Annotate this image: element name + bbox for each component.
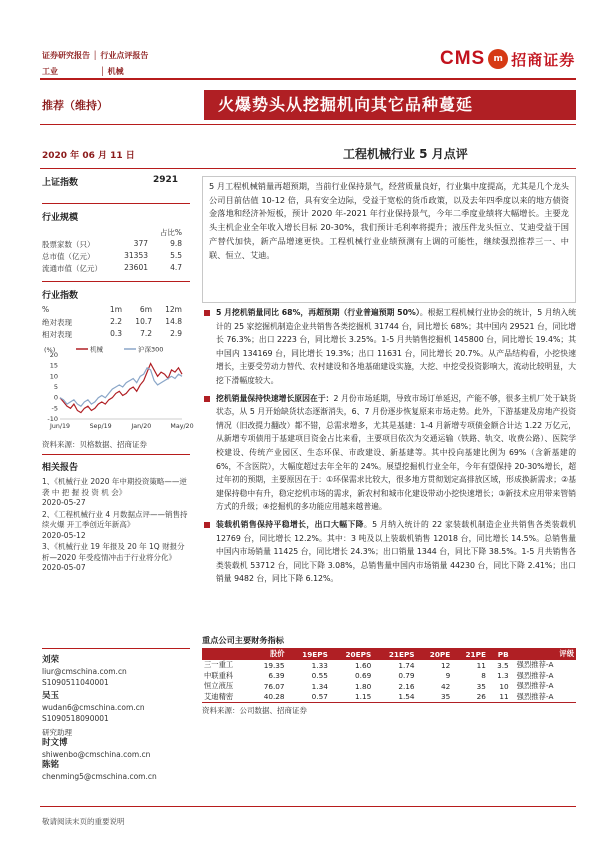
- fin-cell: 12: [440, 660, 451, 670]
- fin-cell: 1.74: [398, 660, 415, 670]
- section-text: 2 月份市场延期，导致市场订单延迟，产能不够，很多主机厂处于缺货状态，从 5 月开始缺货状态逐渐消失，6、7 月份逐步恢复原来市场走势。此外，下游基建及房地产投资情况（旧改提力翻改）都不错，总需求增多，尤其是基建：1-4 月新增专项债金额合计达 1.22 万亿元，从新增专项债用于基建项目资金占比来看，主要项目依次为交通运输（铁路、轨交、收费公路）、医院学校建设、传统产业园区、生态环保、市政建设、新基建等。其中投向基建比例为 69%（含新基建的 6%，不含医院），大幅度超过去年全年的 24%。展望挖掘机行业全年，今年有望保持 20-30%增长，超过年初的预期，主要原因在于：①环保需求比较大，很多地方贯彻划定高排放区域，形成换新需求；②基建保持稳中有升，稳定挖机市场的需求，新农村和城市化建设带动小挖快速增长；③新技术应用带来管销方式的升级；④挖掘机的多功能应用越来越普遍。: [216, 393, 577, 512]
- scale-table: [42, 239, 190, 275]
- fin-cell: 19.35: [263, 660, 285, 670]
- section-list: [202, 306, 576, 586]
- scale-header-row: [42, 227, 190, 239]
- fin-cell: 35: [476, 681, 486, 691]
- y-tick-label: 5: [53, 383, 58, 391]
- fin-cell: 0.79: [398, 671, 415, 681]
- assistant-email[interactable]: chenming5@cmschina.com.cn: [42, 771, 157, 781]
- sector-label: 工业: [42, 67, 58, 76]
- x-tick-label: May/20: [170, 423, 194, 430]
- related-report-title: 3、《机械行业 19 年报及 20 年 1Q 财报分析—2020 年受疫情冲击于行业将分化》: [42, 542, 185, 562]
- fin-cell: 35: [417, 692, 453, 703]
- related-report-date: 2020-05-27: [42, 498, 86, 507]
- rating: 推荐（维持）: [42, 99, 108, 112]
- analyst: [42, 655, 190, 688]
- report-subtitle: 工程机械行业 5 月点评: [343, 147, 468, 161]
- bullet-icon: [204, 310, 210, 316]
- fin-cell: 42: [440, 681, 451, 691]
- sidebar-rule: [42, 203, 190, 204]
- fin-cell: 0.55: [311, 671, 328, 681]
- related-report[interactable]: [42, 542, 190, 574]
- summary-box: 5 月工程机械销量再超预期，当前行业保持景气，经营质量良好，行业集中度提高，尤其是几个龙头公司目前估值 10-12 倍，具有安全边际，受益于宽松的货币政策，以及去年四季度以来的地方债资金落地和经济补短板，预计 2020 年-2021 年行业保持景气，今年二季度业绩将大幅增长。主要龙头主机企业全年收入增长目标 20-30%，我们预计毛利率将提升；液压件龙头恒立、艾迪受益于国产替代加快，新产品增速更快。工程机械行业业绩预测有上调的可能性，继续强烈推荐三一、中联、恒立、艾迪。: [202, 176, 576, 303]
- fin-cell: 1.80: [354, 681, 372, 691]
- perf-value: 2.9: [170, 329, 182, 338]
- sidebar-rule: [42, 454, 190, 455]
- fin-cell: 10: [499, 681, 509, 691]
- perf-header-cell: 1m: [109, 305, 122, 314]
- fin-cell: 2.16: [398, 681, 415, 691]
- fin-cell: 11: [476, 660, 486, 670]
- scale-row: [42, 251, 190, 263]
- related-report[interactable]: [42, 477, 190, 509]
- perf-table: [42, 305, 190, 341]
- index-chart-svg: [42, 343, 194, 435]
- assistant-name: 时文博: [42, 737, 68, 748]
- fin-cell: 艾迪精密: [202, 692, 250, 703]
- assistant-list: [42, 738, 190, 782]
- perf-header-cell: 6m: [139, 305, 152, 314]
- fin-cell: 1.3: [497, 671, 509, 681]
- scale-value: 23601: [124, 263, 148, 272]
- assistant: [42, 760, 190, 782]
- fin-header-cell: 股价: [250, 648, 286, 660]
- title-rule: [40, 124, 576, 125]
- sidebar-rule: [42, 281, 190, 282]
- perf-header-row: [42, 305, 190, 317]
- analyst-cert: S1090518090001: [42, 713, 109, 723]
- fin-cell: 3.5: [497, 660, 509, 670]
- perf-label: 绝对表现: [42, 318, 72, 327]
- fin-cell: 76.07: [263, 681, 285, 691]
- analyst-cert: S1090511040001: [42, 677, 109, 687]
- fin-cell: 9: [445, 671, 451, 681]
- fin-header-cell: 20EPS: [330, 648, 373, 660]
- y-tick-label: -5: [51, 404, 58, 413]
- fin-table-source: 资料来源：公司数据、招商证券: [202, 705, 307, 715]
- report-type: 证券研究报告 │ 行业点评报告: [42, 51, 149, 60]
- fin-header-cell: 21PE: [452, 648, 488, 660]
- fin-header-cell: PB: [488, 648, 511, 660]
- perf-value: 7.2: [140, 329, 152, 338]
- fin-cell: 1.34: [311, 681, 328, 691]
- perf-row: [42, 329, 190, 341]
- analyst-email[interactable]: liur@cmschina.com.cn: [42, 666, 127, 676]
- fin-cell: 1.15: [330, 692, 373, 703]
- fin-cell: 强烈推荐-A: [511, 692, 576, 703]
- fin-row: [202, 681, 576, 692]
- fin-header-cell: 19EPS: [287, 648, 330, 660]
- y-tick-label: 10: [49, 372, 58, 381]
- index-label: 上证指数: [42, 178, 79, 188]
- fin-cell: 1.33: [311, 660, 328, 670]
- fin-cell: 中联重科: [204, 670, 234, 680]
- main-content: [202, 306, 576, 590]
- section-heading: 装载机销售保持平稳增长，出口大幅下降: [216, 519, 364, 529]
- y-tick-label: 15: [49, 361, 58, 370]
- perf-header-cell: 12m: [165, 305, 182, 314]
- x-tick-label: Jun/19: [50, 423, 70, 430]
- fin-cell: 11: [488, 692, 511, 703]
- perf-row: [42, 317, 190, 329]
- perf-header-cell: %: [42, 305, 50, 314]
- section-block: [202, 518, 576, 586]
- related-report-title: 1、《机械行业 2020 年中期投资策略——逆 袭 中 把 握 投 资 机 会》: [42, 477, 187, 497]
- assistant-label: 研究助理: [42, 727, 72, 737]
- fin-cell: 8: [481, 671, 486, 681]
- sidebar-rule: [42, 648, 190, 649]
- assistant-email[interactable]: shiwenbo@cmschina.com.cn: [42, 749, 151, 759]
- fin-cell: 26: [452, 692, 488, 703]
- legend-label: 机械: [90, 345, 103, 354]
- section-block: [202, 392, 576, 514]
- index-value: 2921: [152, 175, 178, 185]
- fin-cell: 40.28: [250, 692, 286, 703]
- scale-label: 股票家数（只）: [42, 240, 95, 249]
- logo-chinese: 招商证券: [511, 50, 576, 69]
- related-title: 相关报告: [42, 463, 79, 473]
- chart-ylabel: (%): [44, 346, 56, 354]
- x-tick-label: Jan/20: [131, 423, 152, 430]
- analyst-name: 吴玉: [42, 690, 60, 701]
- report-title: 火爆势头从挖掘机向其它品种蔓延: [204, 90, 576, 120]
- sidebar: [42, 175, 194, 782]
- logo-latin: CMS: [440, 48, 486, 69]
- scale-row: [42, 239, 190, 251]
- fin-table-wrap: [202, 635, 576, 716]
- bullet-icon: [204, 396, 210, 402]
- fin-cell: 强烈推荐-A: [516, 681, 554, 691]
- index-row: [42, 175, 190, 189]
- footer-note: 敬请阅读末页的重要说明: [42, 817, 125, 826]
- chart-source: 资料来源：贝格数据、招商证券: [42, 440, 147, 449]
- related-report-date: 2020-05-12: [42, 530, 86, 540]
- bullet-icon: [204, 522, 210, 528]
- fin-table-title: 重点公司主要财务指标: [202, 635, 284, 645]
- fin-header-cell: 20PE: [417, 648, 453, 660]
- related-list: [42, 477, 190, 574]
- fin-cell: 1.54: [373, 692, 416, 703]
- fin-cell: 6.39: [268, 671, 285, 681]
- subsector-label: │ 机械: [100, 67, 124, 76]
- perf-value: 14.8: [165, 317, 182, 326]
- section-text: 。根据工程机械行业协会的统计，5 月纳入统计的 25 家挖掘机制造企业共销售各类挖掘机 31744 台，同比增长 68%；其中国内 29521 台，同比增长 76.3%；出口 2223 台，同比增长 3.25%。1-5 月共销售挖掘机 145800 台，同比增长 19.4%；其中国内 134169 台，同比增长 19.3%；出口 11631 台，同比增长 20.7%。从产品结构看，小挖快速增长，主要受劳动力替代、农村建设和各地基础建设实施，大挖、中挖受投资影响大，流动比较明显，大挖下滑幅度较大。: [216, 308, 577, 385]
- assistant: [42, 738, 190, 760]
- section-heading: 5 月挖机销量同比 68%，再超预期（行业普遍预期 50%）: [216, 308, 420, 317]
- fin-row: [202, 660, 576, 671]
- company-logo: [440, 48, 575, 70]
- related-report-title: 2、《工程机械行业 4 月数据点评——销售持续火爆 开工季创近年新高》: [42, 509, 188, 529]
- perf-title: 行业指数: [42, 291, 79, 301]
- section-paragraph: [216, 518, 576, 586]
- scale-pct: 9.8: [170, 239, 182, 248]
- fin-cell: 0.69: [354, 671, 372, 681]
- fin-row: [202, 671, 576, 682]
- fin-header-row: [202, 648, 576, 660]
- footer-rule: [40, 806, 576, 807]
- scale-value: 31353: [124, 251, 148, 260]
- analyst-list: [42, 655, 190, 724]
- section-paragraph: [216, 392, 576, 514]
- scale-title: 行业规模: [42, 213, 79, 223]
- section-block: [202, 306, 576, 388]
- fin-row: [202, 692, 576, 703]
- scale-pct-header: 占比%: [159, 228, 182, 237]
- section-paragraph: [216, 306, 576, 388]
- section-text: 。5 月纳入统计的 22 家装载机制造企业共销售各类装载机 12769 台，同比增长 12.2%。其中：3 吨及以上装载机销售 12018 台，同比增长 14.5%。总销售量中国内市场销量 11425 台，同比增长 24.3%；出口销量 1344 台，同比下降 38.5%。1-5 月共销售各类装载机 53712 台，同比下降 3.08%，总销售量中国内市场销量 44230 台，同比下降 2.41%；出口销量 9482 台，同比下降 6.12%。: [216, 519, 576, 584]
- fin-table: [202, 648, 576, 703]
- analyst-email[interactable]: wudan6@cmschina.com.cn: [42, 702, 145, 712]
- y-tick-label: -10: [47, 415, 58, 423]
- section-heading: 挖机销量保持快速增长原因在于：: [216, 393, 334, 403]
- scale-value: 377: [133, 239, 148, 248]
- fin-header-cell: 21EPS: [373, 648, 416, 660]
- y-tick-label: 20: [49, 351, 58, 359]
- index-chart: [42, 343, 194, 435]
- fin-cell: 1.60: [354, 660, 372, 670]
- fin-header-cell: [202, 648, 250, 660]
- scale-label: 总市值（亿元）: [42, 252, 95, 261]
- fin-cell: 0.57: [287, 692, 330, 703]
- logo-badge-icon: m: [488, 49, 508, 69]
- analyst: [42, 691, 190, 724]
- fin-cell: 强烈推荐-A: [516, 660, 554, 670]
- fin-cell: 三一重工: [204, 660, 234, 670]
- fin-cell: 强烈推荐-A: [516, 670, 554, 680]
- perf-value: 0.3: [110, 329, 122, 338]
- scale-label: 流通市值（亿元）: [42, 264, 102, 273]
- perf-value: 10.7: [135, 317, 152, 326]
- related-report[interactable]: [42, 510, 190, 542]
- scale-row: [42, 263, 190, 275]
- fin-header-cell: 评级: [511, 648, 576, 660]
- related-report-date: 2020-05-07: [42, 563, 86, 572]
- analyst-name: 刘荣: [42, 654, 60, 665]
- perf-value: 2.2: [110, 317, 122, 326]
- scale-pct: 5.5: [170, 251, 182, 260]
- assistant-name: 陈铭: [42, 759, 60, 770]
- x-tick-label: Sep/19: [89, 423, 112, 430]
- perf-label: 相对表现: [42, 330, 72, 339]
- y-tick-label: 0: [53, 393, 58, 402]
- fin-cell: 恒立液压: [204, 681, 234, 691]
- scale-pct: 4.7: [170, 263, 182, 272]
- report-date: 2020 年 06 月 11 日: [42, 151, 135, 161]
- legend-label: 沪深300: [138, 345, 164, 354]
- subtitle-rule: [40, 168, 576, 169]
- header-rule: [40, 78, 576, 80]
